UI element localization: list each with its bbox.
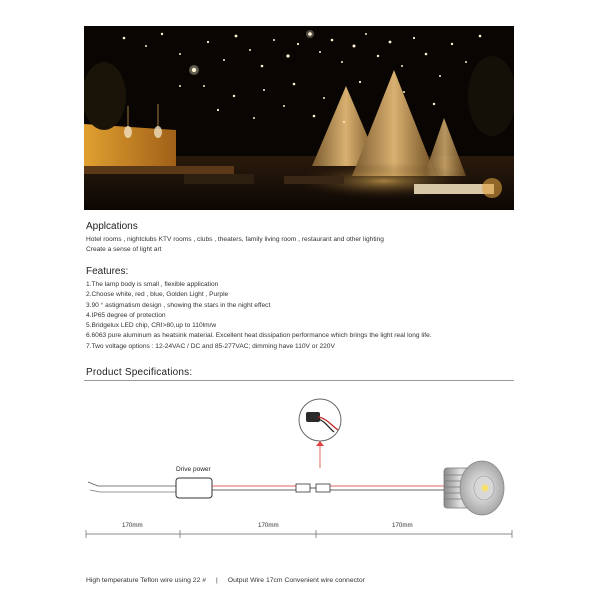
feature-item: 1.The lamp body is small , flexible application <box>86 281 219 288</box>
dimension-label: 170mm <box>122 522 143 529</box>
footer-note <box>86 577 365 584</box>
applications-line: Create a sense of light art <box>86 246 162 254</box>
footer-right: Output Wire 17cm Convenient wire connector <box>227 577 365 584</box>
drive-power-label: Drive power <box>176 466 211 473</box>
led-lamp <box>444 461 504 515</box>
input-wire <box>88 482 176 486</box>
applications-text <box>86 235 384 256</box>
input-wire <box>90 490 176 492</box>
footer-separator: | <box>216 577 218 584</box>
applications-line: Hotel rooms , nightclubs KTV rooms , clubs , theaters, family living room , restaurant and other lighting <box>86 236 384 243</box>
feature-item: 5.Bridgelux LED chip, CRI>80,up to 110lm/w <box>86 322 217 330</box>
divider <box>84 380 514 381</box>
feature-item: 3.90 ° astigmatism design , showing the stars in the night effect <box>86 301 271 309</box>
feature-item: 6.6063 pure aluminum as heatsink material. Excellent heat dissipation performance which brings the light real long life. <box>86 332 432 340</box>
dimension-label: 170mm <box>392 522 413 529</box>
wiring-diagram <box>0 390 600 550</box>
restaurant-night-photo <box>84 26 514 210</box>
feature-item: 7.Two voltage options : 12-24VAC / DC and 85-277VAC; dimming have 110V or 220V <box>86 342 335 350</box>
hero-photo <box>84 26 514 210</box>
features-list <box>86 280 432 352</box>
dimension-line <box>86 530 512 538</box>
footer-left: High temperature Teflon wire using 22 # <box>86 577 207 584</box>
features-heading: Features: <box>86 266 129 277</box>
arrow-head <box>316 441 324 446</box>
specifications-heading: Product Specifications: <box>86 367 193 378</box>
connector-male <box>296 484 310 492</box>
connector-closeup <box>299 399 341 441</box>
dimension-label: 170mm <box>258 522 279 529</box>
feature-item: 4.IP65 degree of protection <box>86 311 166 319</box>
applications-heading: Applcations <box>86 221 138 232</box>
connector-female <box>316 484 330 492</box>
drive-power-box <box>176 478 212 498</box>
feature-item: 2.Choose white, red , blue, Golden Light , Purple <box>86 291 229 299</box>
